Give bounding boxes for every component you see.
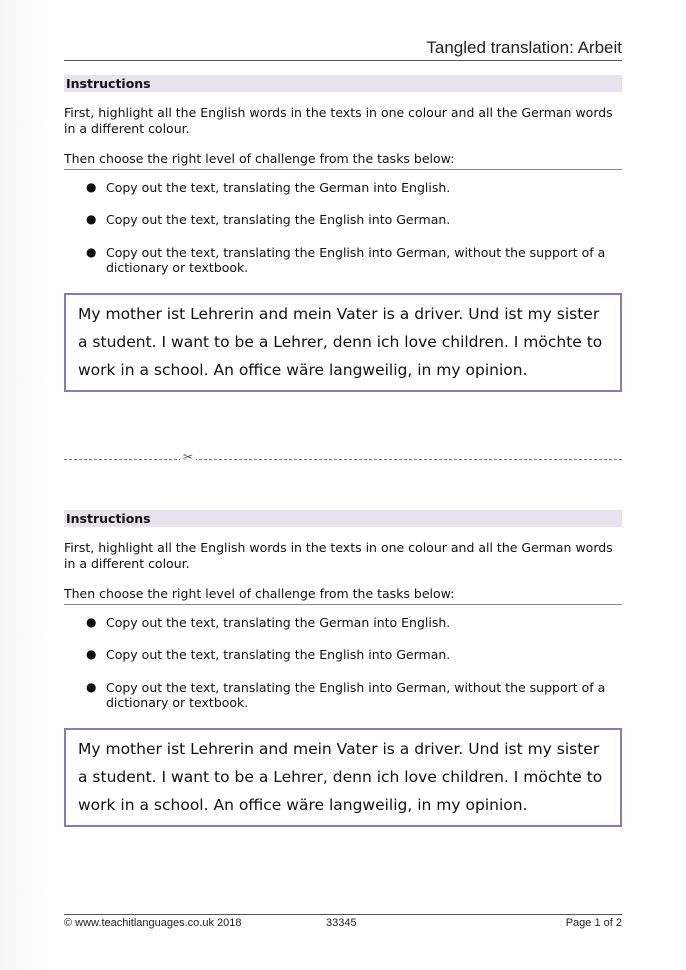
task-item (64, 245, 622, 276)
instructions-heading: Instructions (64, 75, 622, 92)
footer-resource-code: 33345 (326, 917, 357, 929)
instruction-paragraph-highlight: First, highlight all the English words in the texts in one colour and all the German words in a different colour. (64, 540, 613, 571)
bullet-icon: ● (86, 679, 97, 694)
cut-line (64, 459, 622, 460)
document-title: Tangled translation: Arbeit (426, 38, 622, 57)
task-item (64, 647, 622, 663)
bullet-icon: ● (86, 212, 97, 226)
task-text: Copy out the text, translating the German into English. (106, 179, 451, 195)
tangled-text-box: My mother ist Lehrerin and mein Vater is a driver. Und ist my sister a student. I want to be a Lehrer, denn ich love children. I möchte to work in a school. An office wäre langweilig, in my opinion. (64, 293, 622, 392)
tangled-text-box: My mother ist Lehrerin and mein Vater is a driver. Und ist my sister a student. I want to be a Lehrer, denn ich love children. I möchte to work in a school. An office wäre langweilig, in my opinion. (64, 728, 622, 827)
task-item (64, 180, 622, 196)
bullet-icon: ● (86, 647, 97, 661)
bullet-icon: ● (86, 244, 97, 259)
instruction-paragraph-challenge: Then choose the right level of challenge from the tasks below: (64, 151, 622, 170)
footer-copyright: © www.teachitlanguages.co.uk 2018 (64, 917, 242, 929)
instruction-paragraph-highlight: First, highlight all the English words in the texts in one colour and all the German words in a different colour. (64, 105, 613, 136)
task-list (64, 180, 622, 276)
task-text: Copy out the text, translating the English into German. (106, 647, 451, 662)
footer-divider (64, 914, 622, 915)
task-item (64, 212, 622, 228)
instruction-paragraph-challenge: Then choose the right level of challenge from the tasks below: (64, 586, 622, 605)
worksheet-section-1 (64, 75, 622, 392)
task-item (64, 615, 622, 631)
task-item (64, 680, 622, 711)
title-divider (64, 60, 622, 61)
task-list (64, 615, 622, 711)
page-edge-shade (0, 0, 50, 970)
scissors-icon: ✂ (180, 450, 196, 464)
bullet-icon: ● (86, 614, 97, 629)
task-text: Copy out the text, translating the English into German, without the support of a dictionary or textbook. (106, 679, 606, 710)
bullet-icon: ● (86, 179, 97, 194)
task-text: Copy out the text, translating the English into German. (106, 212, 451, 227)
footer-page-number: Page 1 of 2 (565, 917, 622, 929)
worksheet-section-2 (64, 510, 622, 827)
task-text: Copy out the text, translating the English into German, without the support of a dictionary or textbook. (106, 244, 606, 275)
instructions-heading: Instructions (64, 510, 622, 527)
task-text: Copy out the text, translating the German into English. (106, 614, 451, 630)
